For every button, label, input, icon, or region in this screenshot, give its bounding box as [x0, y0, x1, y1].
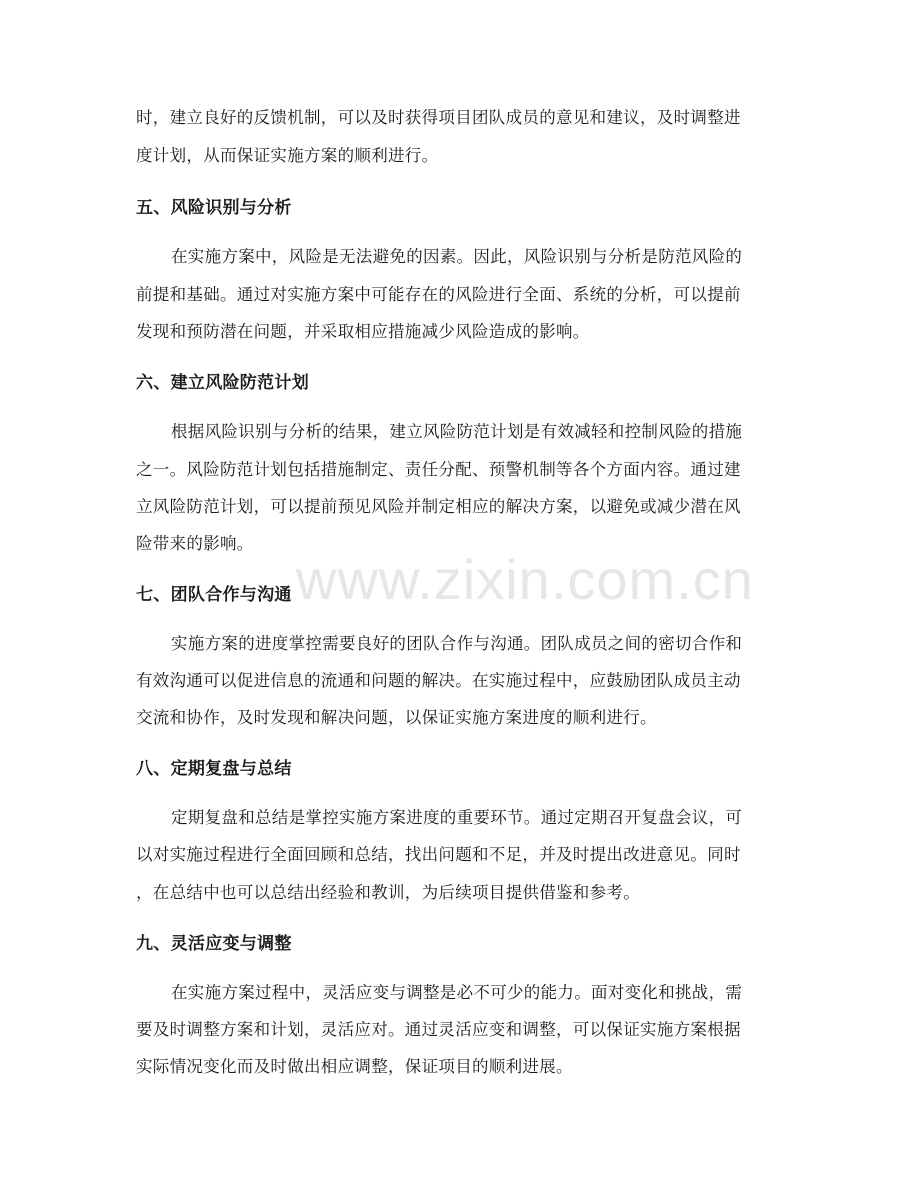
paragraph-line: 根据风险识别与分析的结果，建立风险防范计划是有效减轻和控制风险的措施 [171, 422, 743, 441]
paragraph-line: 时，建立良好的反馈机制，可以及时获得项目团队成员的意见和建议，及时调整进 [136, 108, 741, 127]
paragraph-line: 在实施方案过程中，灵活应变与调整是必不可少的能力。面对变化和挑战，需 [171, 983, 743, 1002]
section-heading: 五、风险识别与分析 [136, 198, 292, 218]
section-heading: 九、灵活应变与调整 [136, 934, 292, 954]
paragraph-line: 要及时调整方案和计划，灵活应对。通过灵活应变和调整，可以保证实施方案根据 [136, 1020, 741, 1039]
paragraph-line: 在实施方案中，风险是无法避免的因素。因此，风险识别与分析是防范风险的 [171, 247, 743, 266]
paragraph-line: 之一。风险防范计划包括措施制定、责任分配、预警机制等各个方面内容。通过建 [136, 460, 741, 479]
paragraph-line: 险带来的影响。 [136, 534, 254, 553]
paragraph-line: 交流和协作，及时发现和解决问题，以保证实施方案进度的顺利进行。 [136, 708, 657, 727]
paragraph-line: 实施方案的进度掌控需要良好的团队合作与沟通。团队成员之间的密切合作和 [171, 634, 743, 653]
paragraph-line: 实际情况变化而及时做出相应调整，保证项目的顺利进展。 [136, 1057, 573, 1076]
section-heading: 八、定期复盘与总结 [136, 759, 292, 779]
paragraph-line: 前提和基础。通过对实施方案中可能存在的风险进行全面、系统的分析，可以提前 [136, 285, 741, 304]
section-heading: 六、建立风险防范计划 [136, 373, 309, 393]
paragraph-line: 有效沟通可以促进信息的流通和问题的解决。在实施过程中，应鼓励团队成员主动 [136, 671, 741, 690]
paragraph-line: 以对实施过程进行全面回顾和总结，找出问题和不足，并及时提出改进意见。同时 [136, 845, 741, 864]
paragraph-line: 定期复盘和总结是掌控实施方案进度的重要环节。通过定期召开复盘会议，可 [171, 808, 743, 827]
watermark: www.zixin.com.cn [296, 548, 754, 611]
paragraph-line: 立风险防范计划，可以提前预见风险并制定相应的解决方案，以避免或减少潜在风 [136, 497, 741, 516]
paragraph-line: 度计划，从而保证实施方案的顺利进行。 [136, 146, 439, 165]
section-heading: 七、团队合作与沟通 [136, 585, 292, 605]
paragraph-line: ，在总结中也可以总结出经验和教训，为后续项目提供借鉴和参考。 [136, 883, 640, 902]
paragraph-line: 发现和预防潜在问题，并采取相应措施减少风险造成的影响。 [136, 322, 590, 341]
